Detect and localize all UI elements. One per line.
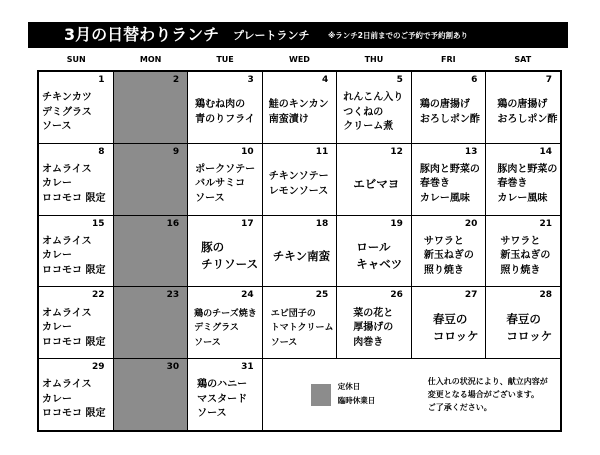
date-number: 3	[247, 75, 254, 85]
menu-item	[263, 159, 337, 211]
menu-line: マスタード	[197, 393, 248, 405]
menu-line: ロール	[356, 240, 391, 255]
menu-item	[188, 87, 262, 139]
menu-line: カレー	[42, 393, 72, 405]
day-cell	[39, 72, 113, 143]
menu-line: ソース	[270, 337, 298, 348]
date-number: 30	[166, 362, 180, 373]
day-cell	[486, 144, 560, 215]
legend-temporary-closed-label: 臨時休業日	[337, 396, 376, 406]
menu-line: 豚肉と野菜の	[419, 163, 480, 175]
date-number: 15	[92, 218, 105, 229]
notice-line: 変更となる場合がございます。	[427, 390, 540, 400]
date-number: 10	[241, 146, 254, 157]
weekday-header-row	[37, 53, 562, 66]
date-number: 17	[241, 218, 254, 229]
menu-item	[337, 231, 411, 283]
day-cell	[188, 359, 262, 430]
weekday-label-thu: THU	[364, 55, 384, 64]
menu-item	[39, 159, 113, 211]
menu-item	[188, 374, 262, 426]
day-cell	[188, 287, 262, 358]
reservation-note: ※ランチ2日前までのご予約で予約割あり	[328, 31, 469, 40]
weekday-label-fri: FRI	[441, 55, 456, 64]
menu-line: オムライス	[42, 379, 92, 391]
day-cell	[263, 72, 337, 143]
menu-item	[486, 87, 560, 139]
date-number: 28	[539, 290, 552, 301]
day-cell	[412, 287, 486, 358]
menu-line: ロコモコ 限定	[42, 192, 106, 204]
date-number: 12	[390, 146, 403, 157]
menu-line: 南蛮漬け	[268, 113, 309, 125]
calendar-title: 3月の日替わりランチ	[64, 25, 220, 44]
notice-line: 仕入れの状況により、献立内容が	[427, 377, 548, 387]
menu-line: コロッケ	[432, 329, 479, 344]
menu-line: ソース	[195, 192, 225, 204]
weekday-label-sun: SUN	[66, 55, 86, 64]
date-number: 8	[98, 146, 105, 157]
menu-line: 青のりフライ	[195, 113, 255, 125]
menu-item	[337, 302, 411, 354]
menu-line: 照り焼き	[423, 264, 464, 276]
day-cell	[412, 144, 486, 215]
menu-line: 菜の花と	[353, 307, 394, 319]
menu-item	[337, 159, 411, 211]
menu-line: デミグラス	[194, 323, 239, 334]
calendar-grid	[37, 70, 562, 432]
menu-item	[39, 87, 113, 139]
closed-day-cell	[114, 359, 188, 430]
menu-item	[39, 231, 113, 283]
date-number: 22	[92, 290, 105, 301]
menu-line: オムライス	[42, 235, 92, 247]
date-number: 29	[92, 362, 105, 373]
menu-line: つくねの	[343, 106, 384, 118]
closed-day-cell	[114, 216, 188, 287]
legend-swatch	[311, 384, 331, 406]
menu-item	[486, 231, 560, 283]
menu-item	[486, 302, 560, 354]
menu-line: ロコモコ 限定	[42, 336, 106, 348]
date-number: 1	[98, 75, 105, 85]
day-cell	[337, 72, 411, 143]
menu-line: 鶏の唐揚げ	[419, 99, 470, 111]
date-number: 2	[172, 75, 180, 85]
date-number: 9	[172, 146, 180, 157]
weekday-label-wed: WED	[289, 55, 310, 64]
menu-line: 新玉ねぎの	[500, 250, 551, 262]
header-bar	[28, 22, 568, 48]
notice-line: ご了承ください。	[427, 403, 492, 413]
day-cell	[412, 72, 486, 143]
day-cell	[39, 359, 113, 430]
menu-line: コロッケ	[506, 329, 553, 344]
day-cell	[39, 287, 113, 358]
day-cell	[39, 216, 113, 287]
legend-and-notice-cell	[263, 359, 560, 430]
menu-line: 春豆の	[432, 312, 468, 327]
menu-line: れんこん入り	[343, 92, 404, 104]
date-number: 14	[539, 146, 552, 157]
menu-line: エビマヨ	[353, 177, 400, 192]
menu-item	[263, 87, 337, 139]
day-cell	[263, 144, 337, 215]
menu-item	[486, 159, 560, 211]
menu-line: カレー風味	[419, 192, 470, 204]
lunch-type-label: プレートランチ	[233, 29, 310, 42]
menu-line: 豚の	[201, 240, 225, 255]
menu-line: オムライス	[42, 163, 92, 175]
menu-line: サワラと	[423, 235, 464, 247]
date-number: 31	[241, 362, 254, 373]
menu-line: 鶏の唐揚げ	[497, 99, 548, 111]
menu-item	[412, 231, 486, 283]
menu-line: チキンカツ	[42, 92, 92, 104]
date-number: 5	[396, 75, 403, 85]
menu-item	[412, 87, 486, 139]
menu-line: ソース	[42, 121, 72, 133]
menu-item	[188, 302, 262, 354]
menu-line: 春豆の	[506, 312, 541, 327]
menu-line: ロコモコ 限定	[42, 264, 106, 276]
day-cell	[337, 287, 411, 358]
date-number: 18	[315, 218, 329, 229]
day-cell	[188, 216, 262, 287]
menu-line: 肉巻き	[353, 336, 384, 348]
menu-line: カレー	[42, 250, 72, 262]
menu-line: ロコモコ 限定	[42, 408, 106, 420]
weekday-label-mon: MON	[139, 55, 162, 64]
day-cell	[263, 216, 337, 287]
menu-line: サワラと	[500, 235, 541, 247]
menu-item	[412, 302, 486, 354]
closed-day-cell	[114, 144, 188, 215]
menu-line: クリーム煮	[343, 121, 394, 133]
day-cell	[39, 144, 113, 215]
date-number: 21	[539, 218, 552, 229]
menu-item	[39, 374, 113, 426]
menu-line: バルサミコ	[195, 178, 246, 190]
menu-line: 春巻き	[419, 178, 450, 190]
menu-line: 鮭のキンカン	[268, 99, 329, 111]
date-number: 7	[545, 75, 552, 85]
date-number: 4	[322, 75, 329, 85]
menu-item	[263, 231, 337, 283]
menu-line: デミグラス	[42, 106, 92, 118]
menu-item	[412, 159, 486, 211]
day-cell	[412, 216, 486, 287]
menu-line: ソース	[197, 408, 227, 420]
menu-line: チキン南蛮	[272, 248, 331, 263]
menu-line: 春巻き	[497, 178, 528, 190]
date-number: 24	[241, 290, 254, 301]
menu-line: 鶏むね肉の	[195, 99, 246, 111]
date-number: 27	[464, 290, 478, 301]
menu-line: カレー	[42, 322, 72, 334]
menu-line: トマトクリーム	[270, 323, 334, 334]
menu-line: ソース	[194, 337, 221, 348]
menu-line: カレー風味	[497, 192, 548, 204]
date-number: 11	[315, 146, 329, 157]
day-cell	[486, 72, 560, 143]
day-cell	[337, 216, 411, 287]
day-cell	[188, 144, 262, 215]
menu-item	[337, 87, 411, 139]
menu-line: 豚肉と野菜の	[497, 163, 558, 175]
menu-line: 鶏のハニー	[197, 379, 248, 391]
weekday-label-sat: SAT	[514, 55, 532, 64]
menu-line: キャベツ	[356, 257, 403, 272]
date-number: 19	[390, 218, 403, 229]
menu-item	[263, 302, 337, 354]
menu-item	[188, 231, 262, 283]
menu-line: 厚揚げの	[353, 322, 394, 334]
legend-closed-label: 定休日	[337, 382, 361, 392]
menu-item	[188, 159, 262, 211]
closed-day-cell	[114, 287, 188, 358]
date-number: 26	[390, 290, 403, 301]
menu-line: 照り焼き	[500, 264, 541, 276]
menu-line: チキンソテー	[268, 171, 329, 183]
date-number: 16	[166, 218, 180, 229]
day-cell	[263, 287, 337, 358]
menu-line: カレー	[42, 178, 72, 190]
day-cell	[486, 287, 560, 358]
date-number: 23	[166, 290, 180, 301]
menu-line: オムライス	[42, 307, 92, 319]
menu-line: レモンソース	[268, 185, 329, 197]
day-cell	[337, 144, 411, 215]
menu-item	[39, 302, 113, 354]
closed-day-cell	[114, 72, 188, 143]
menu-line: おろしポン酢	[419, 113, 480, 125]
menu-line: エビ団子の	[270, 308, 316, 319]
date-number: 25	[315, 290, 329, 301]
date-number: 20	[464, 218, 478, 229]
menu-line: 鶏のチーズ焼き	[194, 308, 257, 319]
day-cell	[188, 72, 262, 143]
notice-text	[428, 375, 548, 414]
menu-line: チリソース	[201, 257, 259, 272]
menu-line: ポークソテー	[195, 163, 256, 175]
date-number: 6	[471, 75, 478, 85]
date-number: 13	[464, 146, 478, 157]
legend	[338, 380, 376, 408]
menu-line: おろしポン酢	[497, 113, 558, 125]
menu-line: 新玉ねぎの	[423, 250, 474, 262]
day-cell	[486, 216, 560, 287]
weekday-label-tue: TUE	[216, 55, 234, 64]
